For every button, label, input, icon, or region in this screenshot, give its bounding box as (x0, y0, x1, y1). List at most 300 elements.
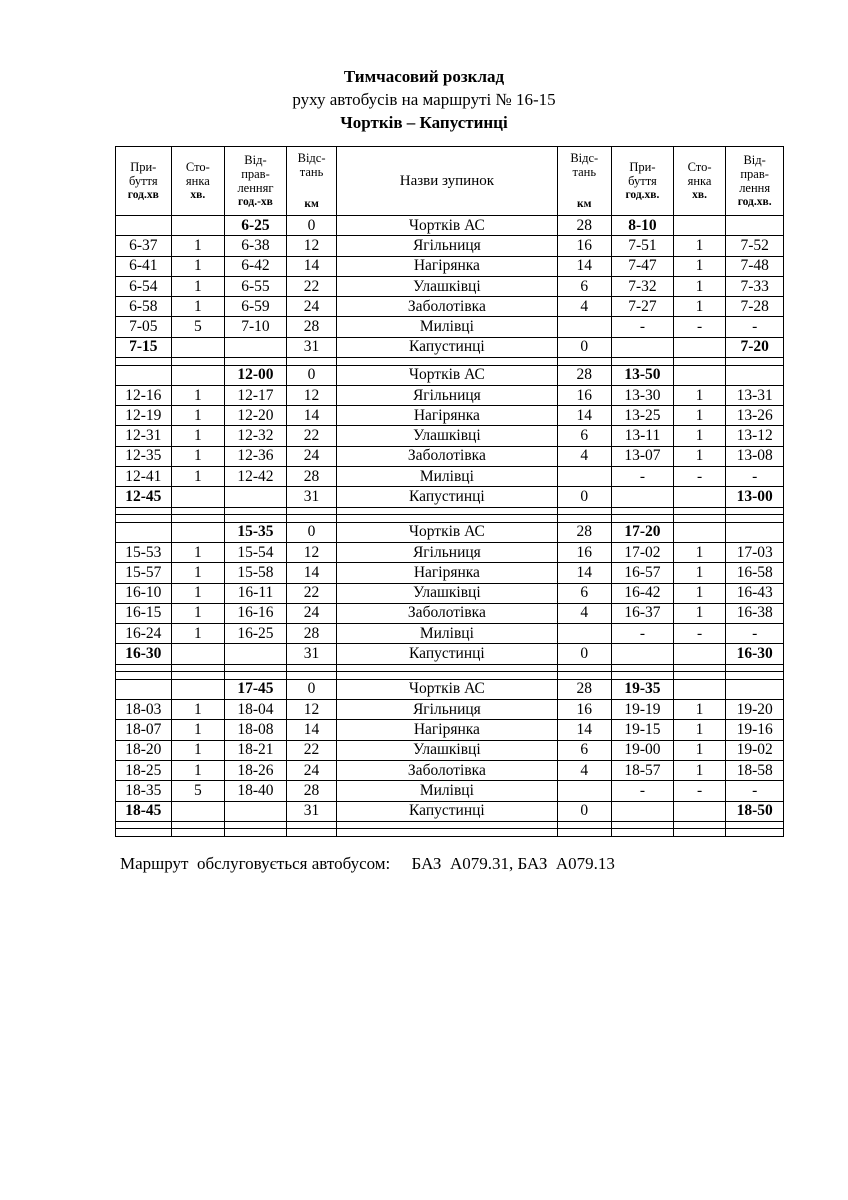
cell-departure: 18-08 (225, 720, 287, 740)
cell-departure: 6-59 (225, 297, 287, 317)
cell-arrival-back: - (612, 467, 674, 487)
cell-departure: 12-42 (225, 467, 287, 487)
spacer-cell (726, 358, 784, 366)
cell-arrival (116, 679, 172, 699)
cell-stop-min (171, 522, 225, 542)
table-row (116, 644, 784, 664)
route-name: Чортків – Капустинці (340, 113, 508, 132)
cell-stop-name: Милівці (337, 317, 557, 337)
cell-distance-back: 14 (557, 256, 612, 276)
cell-arrival-back: 8-10 (612, 216, 674, 236)
cell-distance-back: 14 (557, 720, 612, 740)
cell-stop-min: 1 (171, 426, 225, 446)
cell-arrival: 18-45 (116, 801, 172, 821)
cell-distance: 14 (286, 563, 336, 583)
cell-stop-min (171, 801, 225, 821)
cell-arrival: 12-35 (116, 446, 172, 466)
table-row (116, 317, 784, 337)
cell-departure: 18-21 (225, 740, 287, 760)
cell-stop-min-back (673, 801, 725, 821)
spacer-cell (116, 821, 172, 829)
cell-stop-min: 1 (171, 624, 225, 644)
cell-departure: 12-32 (225, 426, 287, 446)
spacer-cell (225, 515, 287, 523)
cell-departure: 18-26 (225, 760, 287, 780)
spacer-cell (171, 672, 225, 680)
cell-arrival: 12-16 (116, 385, 172, 405)
cell-stop-min-back (673, 487, 725, 507)
cell-stop-name: Ягільниця (337, 542, 557, 562)
cell-departure-back: 19-16 (726, 720, 784, 740)
cell-stop-min-back: - (673, 624, 725, 644)
cell-arrival: 12-31 (116, 426, 172, 446)
cell-departure: 12-36 (225, 446, 287, 466)
table-row (116, 801, 784, 821)
cell-departure-back: 7-48 (726, 256, 784, 276)
cell-stop-min: 1 (171, 256, 225, 276)
cell-arrival: 6-54 (116, 276, 172, 296)
cell-distance: 24 (286, 760, 336, 780)
spacer-cell (286, 507, 336, 515)
header-stop-names: Назви зупинок (337, 147, 557, 216)
cell-distance-back: 0 (557, 644, 612, 664)
cell-stop-min-back: 1 (673, 297, 725, 317)
table-row (116, 781, 784, 801)
spacer-cell (726, 821, 784, 829)
cell-departure: 18-04 (225, 700, 287, 720)
spacer-cell (612, 672, 674, 680)
cell-stop-min-back: - (673, 317, 725, 337)
table-row (116, 542, 784, 562)
spacer-cell (673, 821, 725, 829)
table-row (116, 760, 784, 780)
cell-stop-min-back: - (673, 467, 725, 487)
cell-arrival-back (612, 487, 674, 507)
cell-stop-min: 1 (171, 297, 225, 317)
cell-arrival: 7-05 (116, 317, 172, 337)
spacer-cell (116, 358, 172, 366)
table-row (116, 256, 784, 276)
table-row (116, 446, 784, 466)
cell-distance-back: 4 (557, 760, 612, 780)
cell-arrival: 16-24 (116, 624, 172, 644)
cell-stop-name: Капустинці (337, 801, 557, 821)
cell-arrival-back: 16-37 (612, 603, 674, 623)
cell-distance: 12 (286, 236, 336, 256)
cell-stop-min-back (673, 522, 725, 542)
cell-departure-back: 18-50 (726, 801, 784, 821)
spacer-cell (171, 829, 225, 837)
cell-stop-min-back: 1 (673, 720, 725, 740)
header-stop-left: Сто- янка хв. (171, 147, 225, 216)
cell-departure-back (726, 216, 784, 236)
cell-departure-back: 13-12 (726, 426, 784, 446)
cell-departure-back: 16-30 (726, 644, 784, 664)
cell-departure-back: - (726, 624, 784, 644)
spacer-cell (116, 672, 172, 680)
cell-arrival: 12-45 (116, 487, 172, 507)
cell-stop-min-back: 1 (673, 385, 725, 405)
cell-stop-min-back (673, 365, 725, 385)
cell-stop-name: Ягільниця (337, 700, 557, 720)
cell-distance-back: 4 (557, 297, 612, 317)
cell-arrival-back: 16-57 (612, 563, 674, 583)
spacer-cell (337, 829, 557, 837)
cell-departure: 6-42 (225, 256, 287, 276)
spacer-cell (116, 507, 172, 515)
spacer-cell (337, 672, 557, 680)
cell-stop-name: Милівці (337, 624, 557, 644)
cell-departure: 15-58 (225, 563, 287, 583)
cell-stop-name: Нагірянка (337, 256, 557, 276)
cell-distance: 14 (286, 406, 336, 426)
cell-arrival-back: 7-51 (612, 236, 674, 256)
cell-stop-min-back (673, 337, 725, 357)
table-row (116, 679, 784, 699)
cell-arrival: 16-15 (116, 603, 172, 623)
spacer-cell (337, 515, 557, 523)
cell-stop-min-back: 1 (673, 446, 725, 466)
cell-departure-back: 19-20 (726, 700, 784, 720)
cell-stop-name: Чортків АС (337, 365, 557, 385)
cell-distance-back: 0 (557, 337, 612, 357)
spacer-row (116, 515, 784, 523)
schedule-title: Тимчасовий розклад (343, 67, 505, 86)
cell-stop-name: Чортків АС (337, 679, 557, 699)
cell-stop-name: Заболотівка (337, 446, 557, 466)
header-arrival-right: При- буття год.хв. (612, 147, 674, 216)
cell-stop-name: Милівці (337, 781, 557, 801)
cell-distance: 14 (286, 720, 336, 740)
timetable-body (116, 216, 784, 837)
cell-arrival-back: 18-57 (612, 760, 674, 780)
cell-departure: 17-45 (225, 679, 287, 699)
spacer-cell (557, 664, 612, 672)
spacer-cell (337, 358, 557, 366)
cell-arrival: 7-15 (116, 337, 172, 357)
cell-distance: 28 (286, 781, 336, 801)
cell-distance-back: 0 (557, 801, 612, 821)
cell-stop-min: 1 (171, 467, 225, 487)
spacer-cell (286, 829, 336, 837)
cell-stop-min: 1 (171, 760, 225, 780)
cell-arrival-back: - (612, 317, 674, 337)
cell-departure (225, 801, 287, 821)
table-row (116, 487, 784, 507)
cell-departure-back: 7-33 (726, 276, 784, 296)
cell-arrival-back: 13-25 (612, 406, 674, 426)
spacer-cell (286, 672, 336, 680)
cell-arrival-back: 13-11 (612, 426, 674, 446)
table-row (116, 467, 784, 487)
cell-arrival: 18-03 (116, 700, 172, 720)
header-arrival-left: При- буття год.хв (116, 147, 172, 216)
spacer-cell (612, 515, 674, 523)
cell-stop-min-back: 1 (673, 236, 725, 256)
cell-stop-min-back: 1 (673, 563, 725, 583)
spacer-cell (557, 672, 612, 680)
cell-stop-min: 1 (171, 276, 225, 296)
cell-stop-min-back: 1 (673, 542, 725, 562)
spacer-cell (171, 358, 225, 366)
table-row (116, 720, 784, 740)
spacer-cell (337, 821, 557, 829)
cell-distance: 31 (286, 644, 336, 664)
spacer-cell (557, 507, 612, 515)
cell-departure-back: 13-31 (726, 385, 784, 405)
spacer-cell (612, 821, 674, 829)
cell-distance: 31 (286, 801, 336, 821)
spacer-cell (726, 515, 784, 523)
cell-distance-back: 28 (557, 679, 612, 699)
spacer-cell (612, 829, 674, 837)
table-row (116, 603, 784, 623)
cell-departure-back: 13-08 (726, 446, 784, 466)
cell-arrival-back: 7-47 (612, 256, 674, 276)
cell-distance-back: 14 (557, 563, 612, 583)
spacer-cell (286, 664, 336, 672)
table-row (116, 385, 784, 405)
cell-departure-back: 13-00 (726, 487, 784, 507)
cell-distance: 22 (286, 583, 336, 603)
spacer-cell (726, 829, 784, 837)
spacer-cell (726, 672, 784, 680)
cell-departure: 16-25 (225, 624, 287, 644)
cell-distance: 0 (286, 216, 336, 236)
cell-distance-back: 4 (557, 446, 612, 466)
cell-distance: 28 (286, 624, 336, 644)
spacer-row (116, 358, 784, 366)
cell-departure: 6-25 (225, 216, 287, 236)
cell-departure: 12-17 (225, 385, 287, 405)
table-row (116, 522, 784, 542)
cell-departure: 15-54 (225, 542, 287, 562)
cell-distance: 24 (286, 603, 336, 623)
cell-stop-min (171, 365, 225, 385)
spacer-cell (726, 664, 784, 672)
table-row (116, 236, 784, 256)
spacer-cell (171, 507, 225, 515)
cell-departure-back: 17-03 (726, 542, 784, 562)
spacer-cell (673, 515, 725, 523)
spacer-row (116, 664, 784, 672)
cell-arrival-back (612, 644, 674, 664)
cell-stop-min: 1 (171, 700, 225, 720)
spacer-cell (673, 829, 725, 837)
cell-departure-back: 18-58 (726, 760, 784, 780)
table-row (116, 297, 784, 317)
spacer-row (116, 672, 784, 680)
cell-distance: 12 (286, 385, 336, 405)
cell-departure (225, 337, 287, 357)
cell-departure-back: 7-52 (726, 236, 784, 256)
cell-stop-min: 1 (171, 236, 225, 256)
spacer-cell (225, 664, 287, 672)
cell-stop-min: 5 (171, 317, 225, 337)
cell-distance: 0 (286, 679, 336, 699)
cell-distance-back: 16 (557, 236, 612, 256)
cell-distance-back: 28 (557, 216, 612, 236)
table-row (116, 365, 784, 385)
cell-stop-name: Чортків АС (337, 216, 557, 236)
cell-arrival-back: 7-32 (612, 276, 674, 296)
table-row (116, 624, 784, 644)
cell-departure: 7-10 (225, 317, 287, 337)
table-row (116, 337, 784, 357)
cell-arrival-back: 13-30 (612, 385, 674, 405)
cell-arrival-back: 16-42 (612, 583, 674, 603)
cell-arrival-back: - (612, 781, 674, 801)
cell-stop-min (171, 487, 225, 507)
cell-stop-min-back: - (673, 781, 725, 801)
cell-distance-back: 28 (557, 365, 612, 385)
cell-departure: 18-40 (225, 781, 287, 801)
spacer-cell (673, 358, 725, 366)
cell-distance-back: 16 (557, 542, 612, 562)
cell-arrival: 6-41 (116, 256, 172, 276)
header-distance-left: Відс- тань км (286, 147, 336, 216)
cell-departure: 12-20 (225, 406, 287, 426)
spacer-cell (225, 672, 287, 680)
cell-arrival-back: 17-02 (612, 542, 674, 562)
spacer-cell (612, 358, 674, 366)
cell-arrival: 18-25 (116, 760, 172, 780)
cell-distance-back: 14 (557, 406, 612, 426)
cell-departure-back: 13-26 (726, 406, 784, 426)
cell-arrival-back: 13-50 (612, 365, 674, 385)
cell-stop-min-back (673, 644, 725, 664)
cell-distance-back (557, 781, 612, 801)
spacer-cell (225, 821, 287, 829)
cell-departure-back: 16-38 (726, 603, 784, 623)
cell-departure-back (726, 679, 784, 699)
spacer-cell (116, 829, 172, 837)
cell-arrival-back: 17-20 (612, 522, 674, 542)
spacer-cell (225, 829, 287, 837)
cell-distance-back: 6 (557, 740, 612, 760)
cell-arrival-back: 13-07 (612, 446, 674, 466)
spacer-cell (673, 672, 725, 680)
cell-stop-min: 1 (171, 583, 225, 603)
cell-departure: 16-11 (225, 583, 287, 603)
cell-distance-back: 6 (557, 276, 612, 296)
cell-arrival (116, 522, 172, 542)
cell-arrival-back (612, 337, 674, 357)
spacer-cell (116, 664, 172, 672)
spacer-cell (557, 829, 612, 837)
cell-stop-min-back: 1 (673, 406, 725, 426)
cell-departure-back: - (726, 317, 784, 337)
cell-stop-min-back: 1 (673, 256, 725, 276)
header-stop-right: Сто- янка хв. (673, 147, 725, 216)
cell-distance: 31 (286, 337, 336, 357)
cell-distance: 28 (286, 467, 336, 487)
table-row (116, 700, 784, 720)
cell-stop-min-back: 1 (673, 426, 725, 446)
cell-stop-min: 1 (171, 563, 225, 583)
cell-distance-back: 0 (557, 487, 612, 507)
cell-stop-name: Милівці (337, 467, 557, 487)
cell-departure (225, 644, 287, 664)
cell-distance-back (557, 624, 612, 644)
spacer-cell (286, 821, 336, 829)
spacer-cell (612, 664, 674, 672)
header-depart-left: Від- прав- ленняг год.-хв (225, 147, 287, 216)
cell-distance: 22 (286, 740, 336, 760)
cell-arrival: 18-20 (116, 740, 172, 760)
table-row (116, 563, 784, 583)
cell-stop-name: Заболотівка (337, 603, 557, 623)
spacer-cell (171, 515, 225, 523)
cell-stop-name: Улашківці (337, 583, 557, 603)
cell-departure: 6-38 (225, 236, 287, 256)
cell-distance: 24 (286, 446, 336, 466)
cell-distance: 12 (286, 700, 336, 720)
spacer-cell (286, 358, 336, 366)
cell-stop-min: 1 (171, 446, 225, 466)
cell-arrival: 18-35 (116, 781, 172, 801)
spacer-cell (337, 507, 557, 515)
table-row (116, 740, 784, 760)
cell-distance: 0 (286, 522, 336, 542)
cell-stop-name: Капустинці (337, 487, 557, 507)
spacer-cell (171, 664, 225, 672)
spacer-cell (286, 515, 336, 523)
cell-stop-min-back: 1 (673, 760, 725, 780)
table-row (116, 426, 784, 446)
cell-stop-name: Улашківці (337, 276, 557, 296)
cell-arrival (116, 216, 172, 236)
table-row (116, 583, 784, 603)
cell-stop-name: Улашківці (337, 740, 557, 760)
cell-stop-min-back: 1 (673, 740, 725, 760)
cell-distance-back: 16 (557, 385, 612, 405)
cell-stop-min (171, 337, 225, 357)
cell-arrival-back: 7-27 (612, 297, 674, 317)
cell-stop-min-back: 1 (673, 583, 725, 603)
cell-stop-name: Улашківці (337, 426, 557, 446)
cell-stop-min (171, 216, 225, 236)
cell-arrival: 16-30 (116, 644, 172, 664)
cell-departure-back (726, 365, 784, 385)
cell-departure (225, 487, 287, 507)
cell-arrival-back: 19-00 (612, 740, 674, 760)
cell-stop-name: Заболотівка (337, 297, 557, 317)
cell-distance-back: 4 (557, 603, 612, 623)
cell-arrival (116, 365, 172, 385)
cell-stop-min (171, 679, 225, 699)
table-row (116, 276, 784, 296)
cell-distance-back (557, 467, 612, 487)
cell-departure-back: 19-02 (726, 740, 784, 760)
cell-stop-name: Заболотівка (337, 760, 557, 780)
cell-arrival-back: - (612, 624, 674, 644)
footer-note: Маршрут обслуговується автобусом: БАЗ А079.31, БАЗ А079.13 (120, 854, 615, 873)
cell-departure-back: 7-20 (726, 337, 784, 357)
cell-stop-min-back (673, 216, 725, 236)
spacer-cell (673, 507, 725, 515)
spacer-cell (171, 821, 225, 829)
spacer-cell (557, 358, 612, 366)
cell-stop-min (171, 644, 225, 664)
cell-departure: 6-55 (225, 276, 287, 296)
cell-distance: 22 (286, 276, 336, 296)
cell-arrival: 15-53 (116, 542, 172, 562)
cell-stop-min: 1 (171, 603, 225, 623)
cell-departure: 12-00 (225, 365, 287, 385)
cell-departure-back: - (726, 781, 784, 801)
timetable (115, 146, 784, 837)
